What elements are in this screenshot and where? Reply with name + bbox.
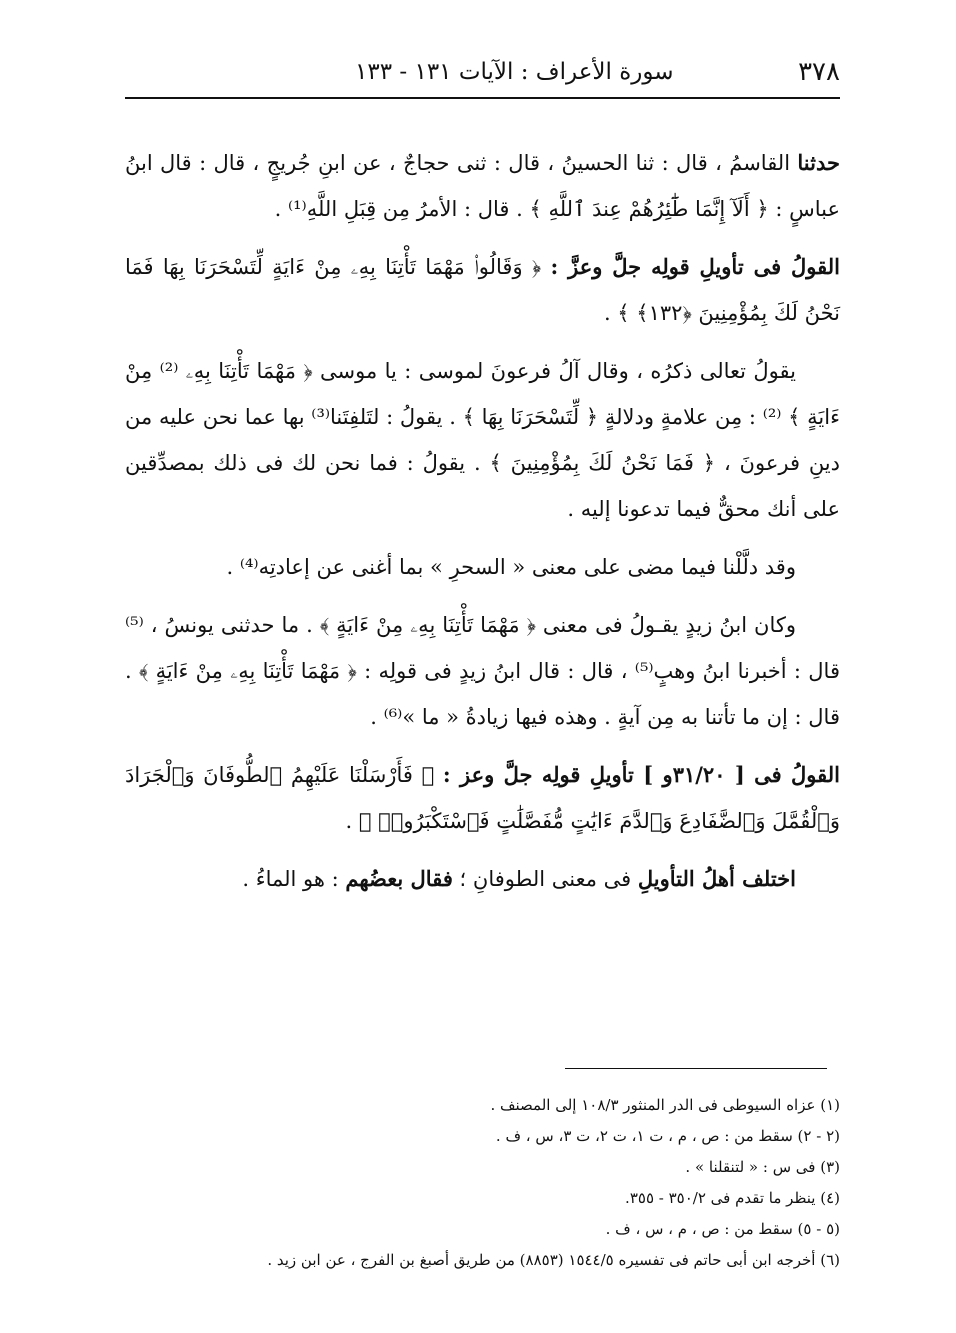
- footnote-6: (٦) أخرجه ابن أبى حاتم فى تفسيره ١٥٤٤/٥ (٨٨٥٣) من طريق أصبغ بن الفرج ، عن ابن زيد .: [267, 1251, 840, 1269]
- paragraph-text: ﴿ وَقَالُوا۟ مَهْمَا تَأْتِنَا بِهِۦ مِنْ ءَايَةٍ لِّتَسْحَرَنَا بِهَا فَمَا نَحْنُ لَكَ بِمُؤْمِنِينَ ﴿١٣٢﴾ ﴾ .: [125, 255, 840, 325]
- paragraph-ibn-zayd: [125, 602, 840, 740]
- footnote-3: (٣) فى س : « لتنقلنا » .: [685, 1158, 840, 1176]
- paragraph-lead: حدثنا: [797, 150, 840, 175]
- paragraph-text: وقد دلَّلْنا فيما مضى على معنى « السحرِ » بما أغنى عن إعادتِه⁽⁴⁾ .: [226, 555, 796, 579]
- footnote-1: (١) عزاه السيوطى فى الدر المنثور ١٠٨/٣ إلى المصنف .: [490, 1096, 840, 1114]
- paragraph-lead: اختلف أهلُ التأويلِ: [637, 866, 796, 891]
- page-number: ٣٧٨: [798, 57, 840, 87]
- footnote-4: (٤) ينظر ما تقدم فى ٣٥٠/٢ - ٣٥٥.: [625, 1189, 840, 1207]
- footnote-rule: [565, 1068, 827, 1069]
- paragraph-text: ﴿ فَأَرْسَلْنَا عَلَيْهِمُ ٱلطُّوفَانَ وَٱلْجَرَادَ وَٱلْقُمَّلَ وَٱلضَّفَادِعَ وَٱلدَّمَ ءَايَٰتٍ مُّفَصَّلَٰتٍ فَٱسْتَكْبَرُوا۟ ﴾ .: [125, 763, 840, 833]
- paragraph-text: القاسمُ ، قال : ثنا الحسينُ ، قال : ثنى حجاجٌ ، عن ابنِ جُريجٍ ، قال : قال ابنُ عباسٍ : ﴿ أَلَآ إِنَّمَا طَٰٓئِرُهُمْ عِندَ ٱللَّهِ ﴾ . قال : الأمرُ مِن قِبَلِ اللَّهِ⁽¹⁾ .: [125, 151, 840, 221]
- footnote-2: (٢ - ٢) سقط من : ص ، م ، ت ١، ت ٢، ت ٣، س ، ف .: [495, 1127, 840, 1145]
- paragraph-verse-133: [125, 752, 840, 844]
- page-header: [125, 52, 840, 92]
- footnotes: [125, 1090, 840, 1276]
- paragraph-tail: : هو الماءُ .: [242, 867, 346, 891]
- paragraph-sihr-reference: [125, 544, 840, 590]
- footnote-5: (٥ - ٥) سقط من : ص ، م ، س ، ف .: [605, 1220, 840, 1238]
- paragraph-text: فى معنى الطوفانِ ؛: [452, 867, 638, 891]
- paragraph-explanation: [125, 348, 840, 532]
- running-title: سورة الأعراف : الآيات ١٣١ - ١٣٣: [355, 59, 674, 85]
- paragraph-hadith-ibn-abbas: [125, 140, 840, 232]
- paragraph-verse-132: [125, 244, 840, 336]
- header-rule: [125, 97, 840, 99]
- main-text: [125, 140, 840, 914]
- section-heading: القولُ فى تأويلِ قولِه جلَّ وعزَّ :: [550, 254, 840, 279]
- section-heading: القولُ فى [ ٣١/٢٠و ] تأويلِ قولِه جلَّ وعز :: [442, 762, 840, 787]
- paragraph-bold-tail: فقال بعضُهم: [345, 866, 453, 891]
- paragraph-text: وكان ابنُ زيدٍ يقـولُ فى معنى ﴿ مَهْمَا تَأْتِنَا بِهِۦ مِنْ ءَايَةٍ ﴾ . ما حدثنى يونسُ ، ⁽⁵⁾قال : أخبرنا ابنُ وهبٍ⁽⁵⁾ ، قال : قال ابنُ زيدٍ فى قولِه : ﴿ مَهْمَا تَأْتِنَا بِهِۦ مِنْ ءَايَةٍ ﴾ . قال : إن ما تأتنا به مِن آيةٍ . وهذه فيها زيادةُ « ما »⁽⁶⁾ .: [125, 613, 840, 729]
- paragraph-tufan: [125, 856, 840, 902]
- paragraph-text: يقولُ تعالى ذكرُه ، وقال آلُ فرعونَ لموسى : يا موسى ﴿ مَهْمَا تَأْتِنَا بِهِۦ ⁽²⁾ مِنْ ءَايَةٍ ﴾ ⁽²⁾ : مِن علامةٍ ودلالةٍ ﴿ لِّتَسْحَرَنَا بِهَا ﴾ . يقولُ : لتَلفِتَنا⁽³⁾ بها عما نحن عليه من دينِ فرعونَ ، ﴿ فَمَا نَحْنُ لَكَ بِمُؤْمِنِينَ ﴾ . يقولُ : فما نحن لك فى ذلك بمصدِّقين على أنك محقٌّ فيما تدعونا إليه .: [125, 359, 840, 521]
